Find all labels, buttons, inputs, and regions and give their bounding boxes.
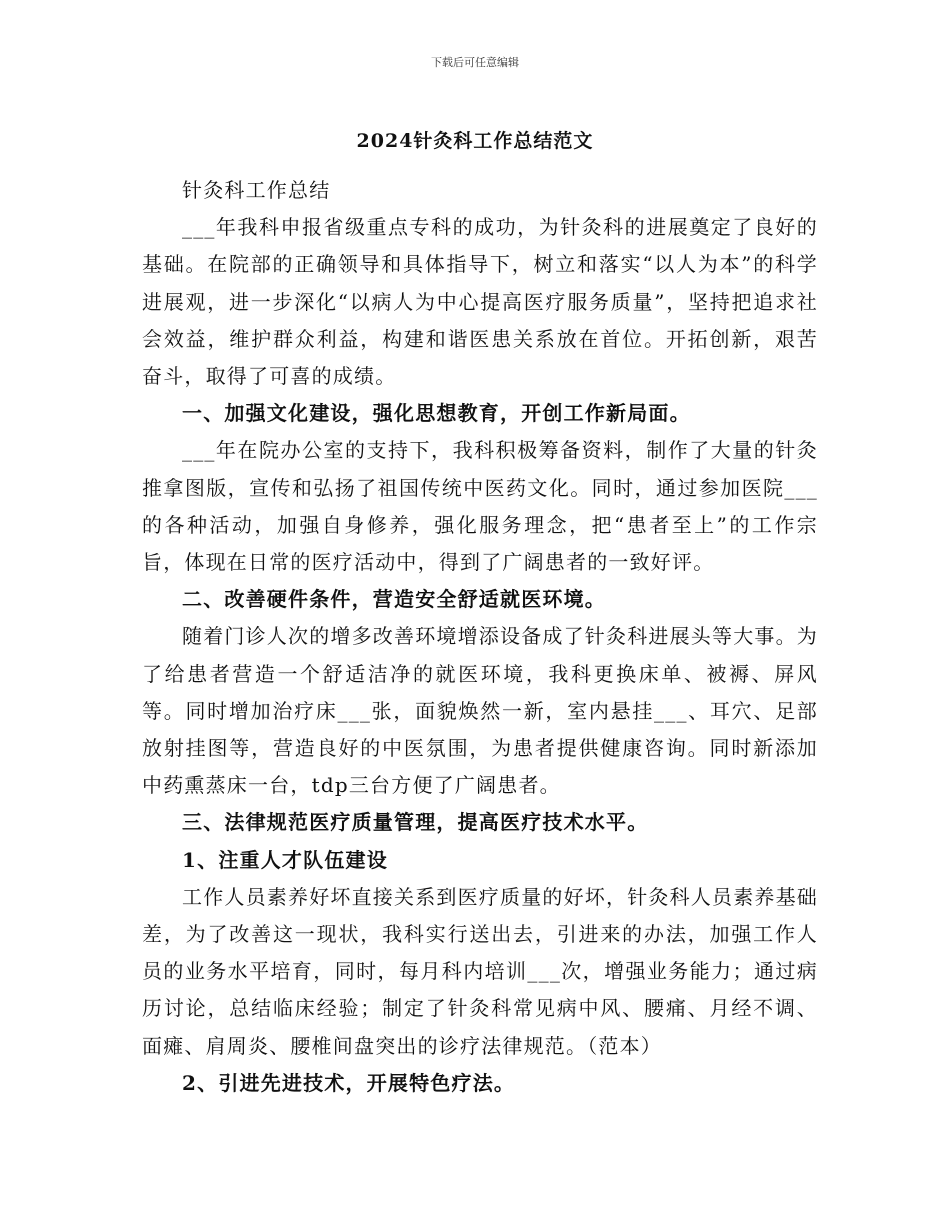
body-paragraph: ___年我科申报省级重点专科的成功，为针灸科的进展奠定了良好的基础。在院部的正确领导和具体指导下，树立和落实“以人为本”的科学进展观，进一步深化“以病人为中心提高医疗服务质量”，坚持把追求社会效益，维护群众利益，构建和谐医患关系放在首位。开拓创新，艰苦奋斗，取得了可喜的成绩。 xyxy=(142,215,818,389)
page-header: 下载后可任意编辑 xyxy=(431,56,519,69)
section-heading: 二、改善硬件条件，营造安全舒适就医环境。 xyxy=(182,587,606,612)
section-heading: 三、法律规范医疗质量管理，提高医疗技术水平。 xyxy=(182,810,649,835)
section-label: 针灸科工作总结 xyxy=(182,178,331,202)
document-body xyxy=(142,172,818,1102)
body-paragraph: 随着门诊人次的增多改善环境增添设备成了针灸科进展头等大事。为了给患者营造一个舒适洁净的就医环境，我科更换床单、被褥、屏风等。同时增加治疗床___张，面貌焕然一新，室内悬挂___、耳穴、足部放射挂图等，营造良好的中医氛围，为患者提供健康咨询。同时新添加中药熏蒸床一台，tdp三台方便了广阔患者。 xyxy=(142,624,818,798)
body-paragraph: 工作人员素养好坏直接关系到医疗质量的好坏，针灸科人员素养基础差，为了改善这一现状，我科实行送出去，引进来的办法，加强工作人员的业务水平培育，同时，每月科内培训___次，增强业务能力；通过病历讨论，总结临床经验；制定了针灸科常见病中风、腰痛、月经不调、面瘫、肩周炎、腰椎间盘突出的诊疗法律规范。（范本） xyxy=(142,884,818,1058)
subsection-heading: 2、引进先进技术，开展特色疗法。 xyxy=(182,1070,516,1095)
subsection-heading: 1、注重人才队伍建设 xyxy=(182,847,388,872)
body-paragraph: ___年在院办公室的支持下，我科积极筹备资料，制作了大量的针灸推拿图版，宣传和弘扬了祖国传统中医药文化。同时，通过参加医院___的各种活动，加强自身修养，强化服务理念，把“患者至上”的工作宗旨，体现在日常的医疗活动中，得到了广阔患者的一致好评。 xyxy=(142,438,818,575)
section-heading: 一、加强文化建设，强化思想教育，开创工作新局面。 xyxy=(182,401,691,426)
document-title: 2024针灸科工作总结范文 xyxy=(356,130,594,152)
